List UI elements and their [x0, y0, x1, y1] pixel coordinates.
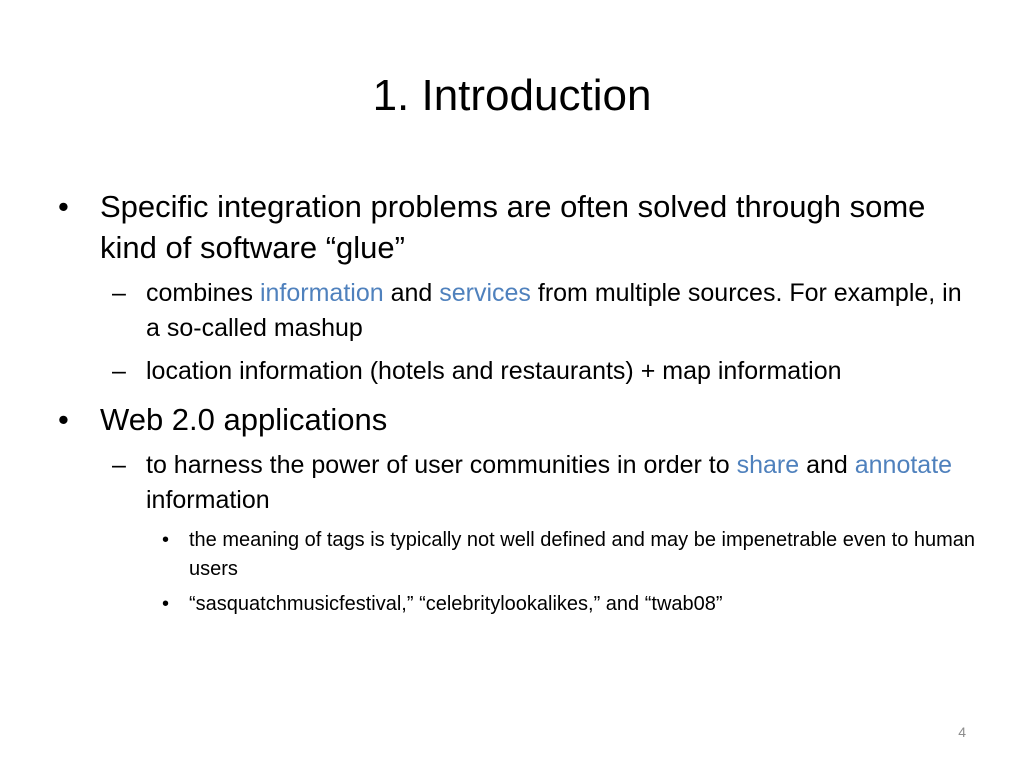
bullet-text: Specific integration problems are often solved through some kind of software “glue”	[100, 189, 926, 265]
dash-marker: –	[112, 451, 126, 479]
highlight-information: information	[259, 279, 384, 307]
bullet-marker: •	[58, 402, 69, 437]
slide-content	[58, 186, 978, 619]
dash-marker: –	[112, 279, 126, 307]
highlight-share: share	[736, 451, 800, 479]
text-segment: to harness the power of user communities in order to	[146, 451, 737, 479]
slide-number: 4	[958, 724, 966, 740]
bullet-web20	[58, 399, 978, 440]
dash-marker: –	[112, 357, 126, 385]
subsubbullet-text: the meaning of tags is typically not well defined and may be impenetrable even to human users	[189, 529, 976, 580]
text-segment: information	[146, 486, 270, 514]
highlight-annotate: annotate	[854, 451, 953, 479]
subsubbullet-text: “sasquatchmusicfestival,” “celebritylookalikes,” and “twab08”	[189, 593, 723, 615]
subsubbullet-tag-examples	[58, 590, 978, 619]
text-segment: and	[383, 279, 440, 307]
subbullet-combines	[58, 276, 978, 346]
subsubbullet-tags-meaning	[58, 526, 978, 584]
text-segment: combines	[146, 279, 260, 307]
bullet-text: Web 2.0 applications	[100, 402, 388, 437]
subbullet-location	[58, 354, 978, 389]
bullet-specific-integration	[58, 186, 978, 268]
bullet-marker: •	[162, 593, 170, 615]
highlight-services: services	[439, 279, 531, 307]
slide-title: 1. Introduction	[372, 71, 652, 120]
subbullet-harness	[58, 448, 978, 518]
subbullet-text: location information (hotels and restaurants) + map information	[146, 357, 842, 385]
text-segment: from multiple sources. For example, in a so-called mashup	[146, 279, 962, 342]
bullet-marker: •	[58, 189, 69, 224]
bullet-marker: •	[162, 529, 170, 551]
text-segment: and	[799, 451, 855, 479]
